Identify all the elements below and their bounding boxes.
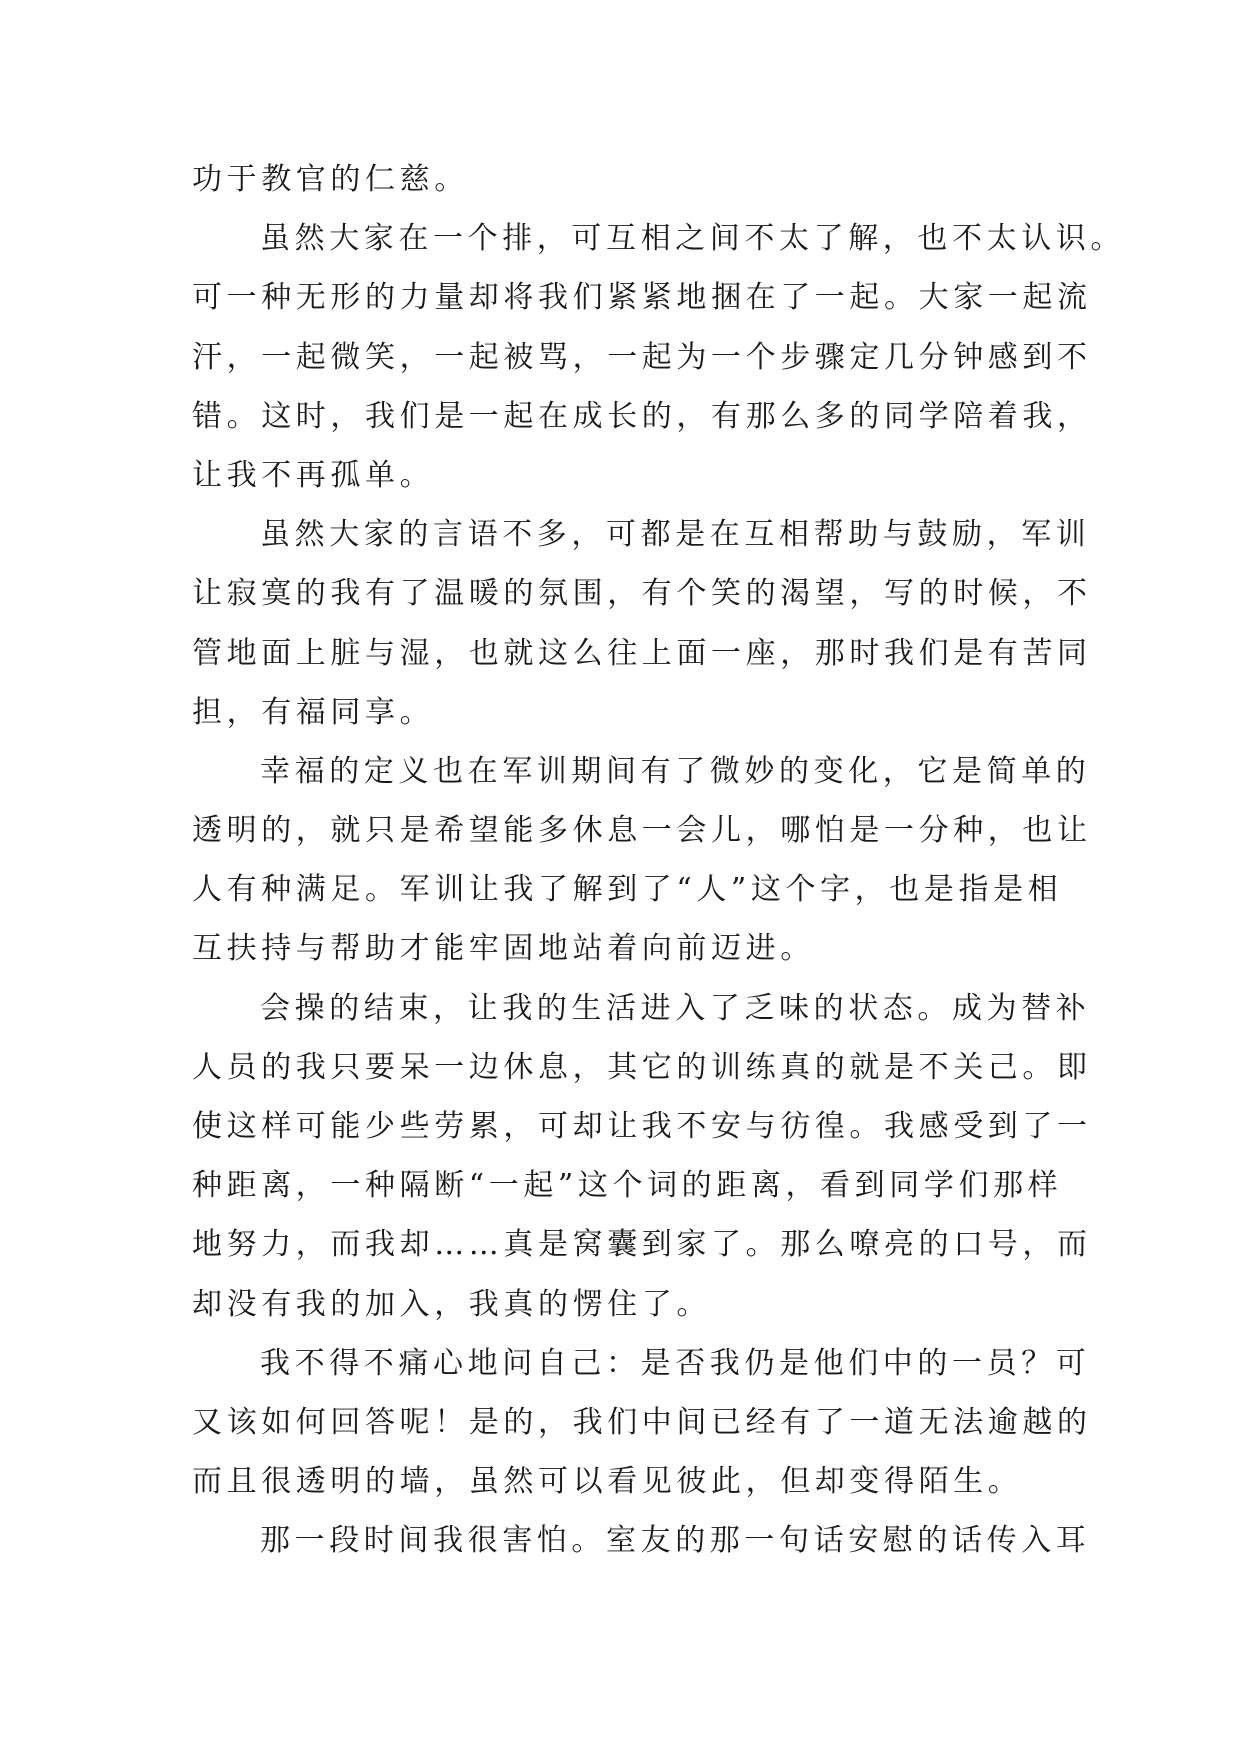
text-line: 而且很透明的墙，虽然可以看见彼此，但却变得陌生。 <box>192 1464 1023 1500</box>
text-line: 透明的，就只是希望能多休息一会儿，哪怕是一分种，也让 <box>192 813 1092 849</box>
paragraph-start-line: 虽然大家的言语不多，可都是在互相帮助与鼓励，军训 <box>260 517 1091 553</box>
text-line: 汗，一起微笑，一起被骂，一起为一个步骤定几分钟感到不 <box>192 339 1092 375</box>
text-line: 互扶持与帮助才能牢固地站着向前迈进。 <box>192 931 815 967</box>
text-line: 人有种满足。军训让我了解到了“人”这个字，也是指是相 <box>192 872 1063 908</box>
paragraph-start-line: 我不得不痛心地问自己：是否我仍是他们中的一员？可 <box>260 1345 1091 1381</box>
text-line: 使这样可能少些劳累，可却让我不安与彷徨。我感受到了一 <box>192 1109 1092 1144</box>
text-line: 又该如何回答呢！是的，我们中间已经有了一道无法逾越的 <box>192 1404 1092 1440</box>
text-line: 让我不再孤单。 <box>192 457 435 493</box>
text-line: 种距离，一种隔断“一起”这个词的距离，看到同学们那样 <box>192 1168 1063 1204</box>
paragraph-start-line: 那一段时间我很害怕。室友的那一句话安慰的话传入耳 <box>260 1523 1091 1559</box>
paragraph-start-line: 会操的结束，让我的生活进入了乏味的状态。成为替补 <box>260 990 1091 1026</box>
text-line: 管地面上脏与湿，也就这么往上面一座，那时我们是有苦同 <box>192 635 1092 671</box>
text-line: 让寂寞的我有了温暖的氛围，有个笑的渴望，写的时候，不 <box>192 576 1092 612</box>
paragraph-start-line: 虽然大家在一个排，可互相之间不太了解，也不太认识。 <box>260 221 1125 257</box>
text-line: 却没有我的加入，我真的愣住了。 <box>192 1286 711 1322</box>
text-line: 可一种无形的力量却将我们紧紧地捆在了一起。大家一起流 <box>192 280 1092 316</box>
document-body <box>192 150 1125 1571</box>
text-line: 担，有福同享。 <box>192 694 435 730</box>
text-line: 人员的我只要呆一边休息，其它的训练真的就是不关己。即 <box>192 1049 1092 1085</box>
text-line: 错。这时，我们是一起在成长的，有那么多的同学陪着我， <box>192 398 1092 434</box>
text-line: 地努力，而我却……真是窝囊到家了。那么嘹亮的口号，而 <box>192 1227 1092 1263</box>
text-line: 功于教官的仁慈。 <box>192 162 469 197</box>
paragraph-start-line: 幸福的定义也在军训期间有了微妙的变化，它是简单的 <box>260 753 1091 789</box>
